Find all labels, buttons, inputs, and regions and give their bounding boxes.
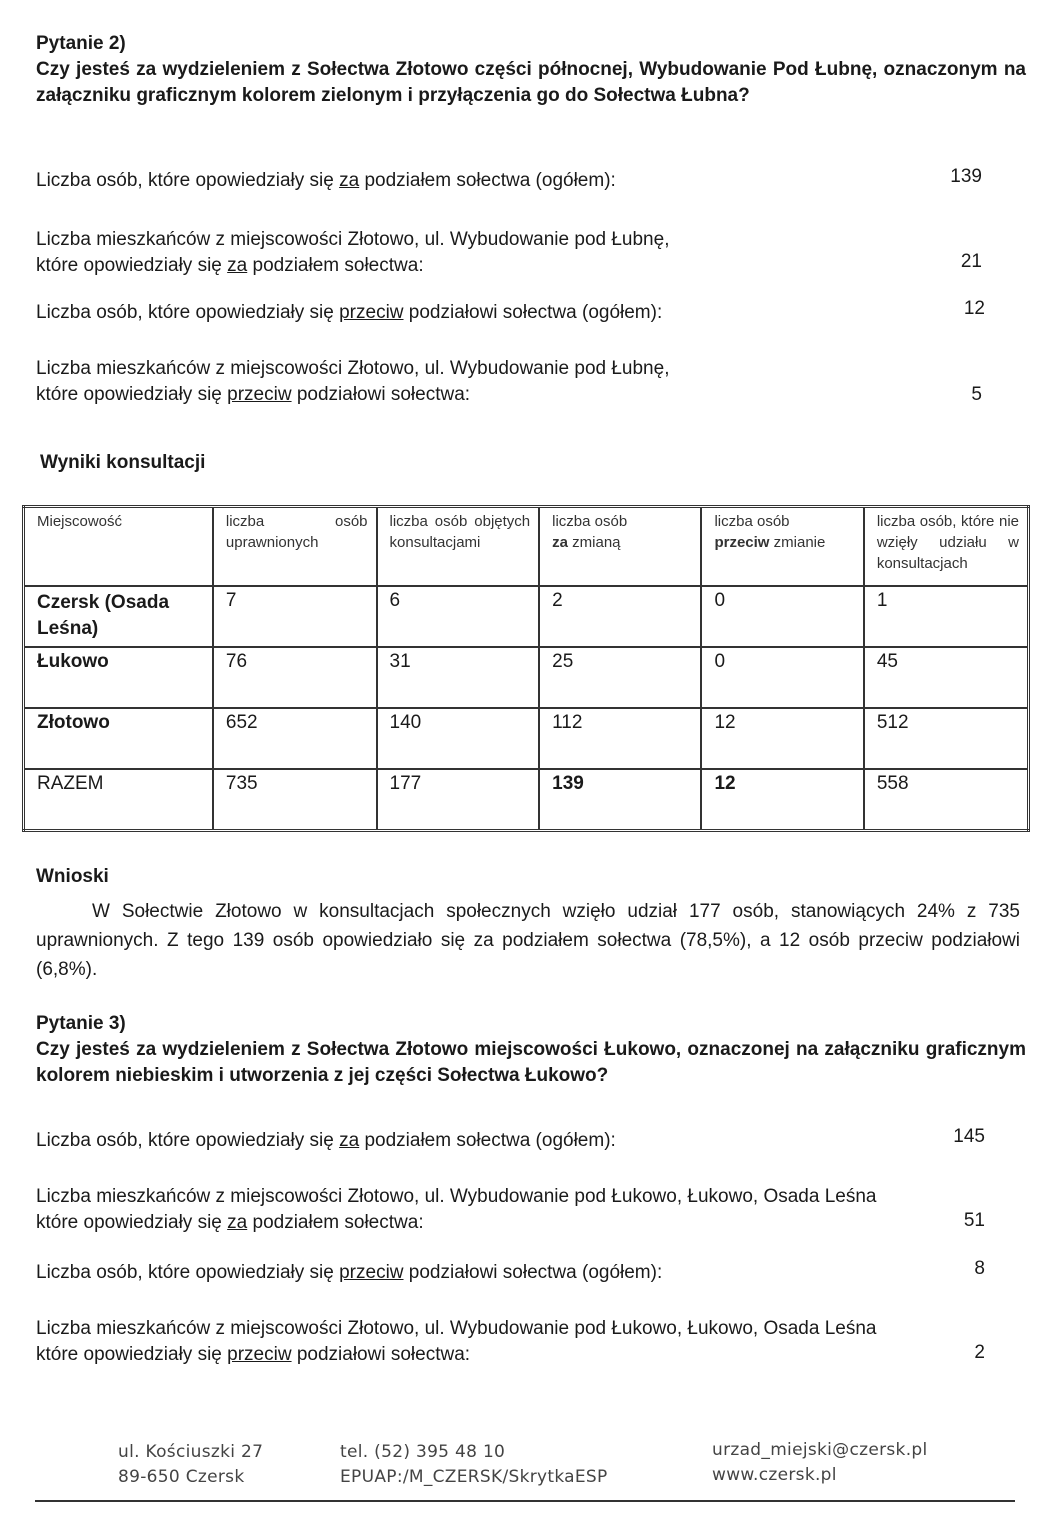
q2-row-3-value: 12 xyxy=(963,298,985,319)
q2-row-2-value: 21 xyxy=(960,251,982,272)
cell: 6 xyxy=(377,586,540,647)
header-przeciw: liczba osób przeciw zmianie xyxy=(701,507,863,587)
q2-row-1-label: Liczba osób, które opowiedziały się za podziałem sołectwa (ogółem): xyxy=(36,170,616,191)
cell: 652 xyxy=(213,708,377,769)
q3-row-4-value: 2 xyxy=(974,1342,985,1363)
q3-row-2-value: 51 xyxy=(963,1210,985,1231)
row-name: Złotowo xyxy=(24,708,213,769)
table-row xyxy=(24,647,1029,708)
header-nie-wzieli: liczba osób, które nie wzięły udziału w konsultacjach xyxy=(864,507,1029,587)
cell: 31 xyxy=(377,647,540,708)
table-header-row xyxy=(24,507,1029,587)
cell: 558 xyxy=(864,769,1029,831)
row-name: Łukowo xyxy=(24,647,213,708)
q2-row-4-label: Liczba mieszkańców z miejscowości Złotowo, ul. Wybudowanie pod Łubnę, które opowiedziały się przeciw podziałowi sołectwa: xyxy=(36,358,670,405)
header-za: liczba osób za zmianą xyxy=(539,507,701,587)
footer-address: ul. Kościuszki 27 89-650 Czersk xyxy=(118,1442,264,1487)
q3-row-1-value: 145 xyxy=(953,1126,985,1147)
q2-row-4-value: 5 xyxy=(971,384,982,405)
conclusions-text: W Sołectwie Złotowo w konsultacjach społecznych wzięło udział 177 osób, stanowiących 24% z 735 uprawnionych. Z tego 139 osób opowiedziało się za podziałem sołectwa (78,5%), a 12 osób przeciw podziałowi (6,8%). xyxy=(36,901,1020,980)
cell: 177 xyxy=(377,769,540,831)
q3-row-2-label: Liczba mieszkańców z miejscowości Złotowo, ul. Wybudowanie pod Łukowo, Łukowo, Osada Leśna które opowiedziały się za podziałem sołectwa: xyxy=(36,1186,877,1233)
header-uprawnionych: liczba osób uprawnionych xyxy=(213,507,377,587)
question-2-text: Czy jesteś za wydzieleniem z Sołectwa Złotowo części północnej, Wybudowanie Pod Łubnę, oznaczonym na załączniku graficznym kolorem zielonym i przyłączenia go do Sołectwa Łubna? xyxy=(36,59,1026,106)
header-objetych: liczba osób objętych konsultacjami xyxy=(377,507,540,587)
table-row xyxy=(24,708,1029,769)
cell: 7 xyxy=(213,586,377,647)
footer-divider xyxy=(35,1500,1015,1502)
header-miejscowosc: Miejscowość xyxy=(24,507,213,587)
question-3-label: Pytanie 3) xyxy=(36,1013,126,1034)
cell: 140 xyxy=(377,708,540,769)
question-3-text: Czy jesteś za wydzieleniem z Sołectwa Złotowo miejscowości Łukowo, oznaczonej na załączniku graficznym kolorem niebieskim i utworzenia z jej części Sołectwa Łukowo? xyxy=(36,1039,1026,1086)
cell: 512 xyxy=(864,708,1029,769)
row-name: Czersk (Osada Leśna) xyxy=(24,586,213,647)
q3-row-4-label: Liczba mieszkańców z miejscowości Złotowo, ul. Wybudowanie pod Łukowo, Łukowo, Osada Leśna które opowiedziały się przeciw podziałowi sołectwa: xyxy=(36,1318,877,1365)
results-title: Wyniki konsultacji xyxy=(40,452,206,473)
cell: 0 xyxy=(701,647,863,708)
cell: 2 xyxy=(539,586,701,647)
conclusions-title: Wnioski xyxy=(36,866,109,887)
question-2-label: Pytanie 2) xyxy=(36,33,126,54)
cell: 45 xyxy=(864,647,1029,708)
q3-row-3-label: Liczba osób, które opowiedziały się przeciw podziałowi sołectwa (ogółem): xyxy=(36,1262,663,1283)
table-row xyxy=(24,586,1029,647)
footer-contact: tel. (52) 395 48 10 EPUAP:/M_CZERSK/SkrytkaESP xyxy=(340,1442,608,1487)
cell: 735 xyxy=(213,769,377,831)
q3-row-3-value: 8 xyxy=(974,1258,985,1279)
q2-row-3-label: Liczba osób, które opowiedziały się przeciw podziałowi sołectwa (ogółem): xyxy=(36,302,663,323)
cell: 12 xyxy=(701,708,863,769)
footer-web: urzad_miejski@czersk.pl www.czersk.pl xyxy=(712,1440,928,1485)
cell: 112 xyxy=(539,708,701,769)
table-row-total xyxy=(24,769,1029,831)
q2-row-2-label: Liczba mieszkańców z miejscowości Złotowo, ul. Wybudowanie pod Łubnę, które opowiedziały się za podziałem sołectwa: xyxy=(36,229,670,276)
cell: 1 xyxy=(864,586,1029,647)
results-table xyxy=(22,505,1030,832)
q3-row-1-label: Liczba osób, które opowiedziały się za podziałem sołectwa (ogółem): xyxy=(36,1130,616,1151)
row-name: RAZEM xyxy=(24,769,213,831)
cell: 139 xyxy=(539,769,701,831)
cell: 12 xyxy=(701,769,863,831)
cell: 0 xyxy=(701,586,863,647)
q2-row-1-value: 139 xyxy=(950,166,982,187)
cell: 76 xyxy=(213,647,377,708)
cell: 25 xyxy=(539,647,701,708)
